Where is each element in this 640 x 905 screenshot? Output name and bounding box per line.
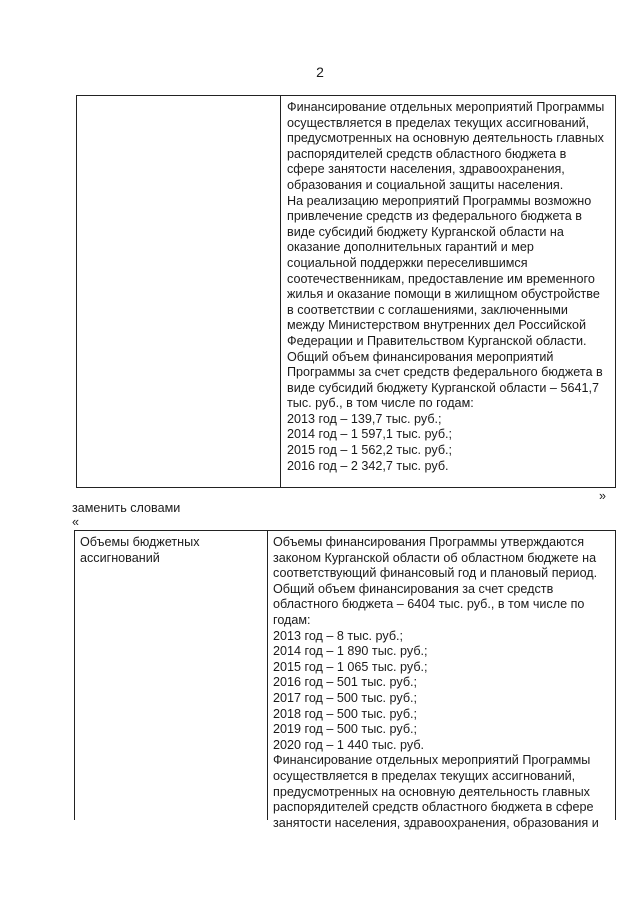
paragraph: На реализацию мероприятий Программы возможно привлечение средств из федерального бюджета в виде субсидий бюджету Курганской области на оказание дополнительных гарантий и мер социальной поддержки переселившимся соотечественникам, предоставление им временного жилья и оказание помощи в жилищном обустройстве в соответствии с соглашениями, заключенными между Министерством внутренних дел Российской Федерации и Правительством Курганской области. — [287, 193, 600, 348]
paragraph: Объемы финансирования Программы утверждаются законом Курганской области об областном бюджете на соответствующий финансовый год и плановый период. — [273, 535, 598, 581]
year-line: 2016 год – 2 342,7 тыс. руб. — [287, 458, 449, 473]
opening-quote: « — [72, 515, 80, 529]
replace-instruction: заменить словами — [72, 501, 181, 515]
budget-table-old — [76, 95, 616, 488]
year-line: 2015 год – 1 562,2 тыс. руб.; — [287, 443, 453, 458]
year-line: 2017 год – 500 тыс. руб.; — [273, 690, 418, 705]
column-divider — [267, 531, 268, 820]
closing-quote: » — [599, 489, 607, 503]
year-line: 2014 год – 1 890 тыс. руб.; — [273, 644, 428, 659]
year-line: 2020 год – 1 440 тыс. руб. — [273, 737, 425, 752]
paragraph: Общий объем финансирования мероприятий Программы за счет средств федерального бюджета в виде субсидий бюджету Курганской области – 5641,7 тыс. руб., в том числе по годам: — [287, 349, 603, 411]
budget-table-new — [74, 530, 616, 830]
year-line: 2016 год – 501 тыс. руб.; — [273, 675, 418, 690]
column-divider — [280, 96, 281, 487]
page-number: 2 — [316, 64, 324, 80]
paragraph: Финансирование отдельных мероприятий Программы осуществляется в пределах текущих ассигнований, предусмотренных на основную деятельность главных распорядителей средств областного бюджета в сфере занятости населения, здравоохранения, образования и социальной защиты населения. — [287, 100, 605, 192]
paragraph: Финансирование отдельных мероприятий Программы осуществляется в пределах текущих ассигнований, предусмотренных на основную деятельность главных распорядителей средств областного бюджета в сфере занятости населения, здравоохранения, образования и — [273, 753, 599, 830]
paragraph: Общий объем финансирования за счет средств областного бюджета – 6404 тыс. руб., в том числе по годам: — [273, 581, 585, 627]
financing-text-cell — [273, 535, 611, 831]
year-line: 2013 год – 8 тыс. руб.; — [273, 628, 404, 643]
year-line: 2013 год – 139,7 тыс. руб.; — [287, 411, 442, 426]
year-line: 2018 год – 500 тыс. руб.; — [273, 706, 418, 721]
year-line: 2019 год – 500 тыс. руб.; — [273, 722, 418, 737]
year-line: 2014 год – 1 597,1 тыс. руб.; — [287, 427, 453, 442]
budget-label-cell: Объемы бюджетных ассигнований — [80, 535, 200, 565]
financing-text-cell — [287, 100, 605, 474]
year-line: 2015 год – 1 065 тыс. руб.; — [273, 659, 428, 674]
